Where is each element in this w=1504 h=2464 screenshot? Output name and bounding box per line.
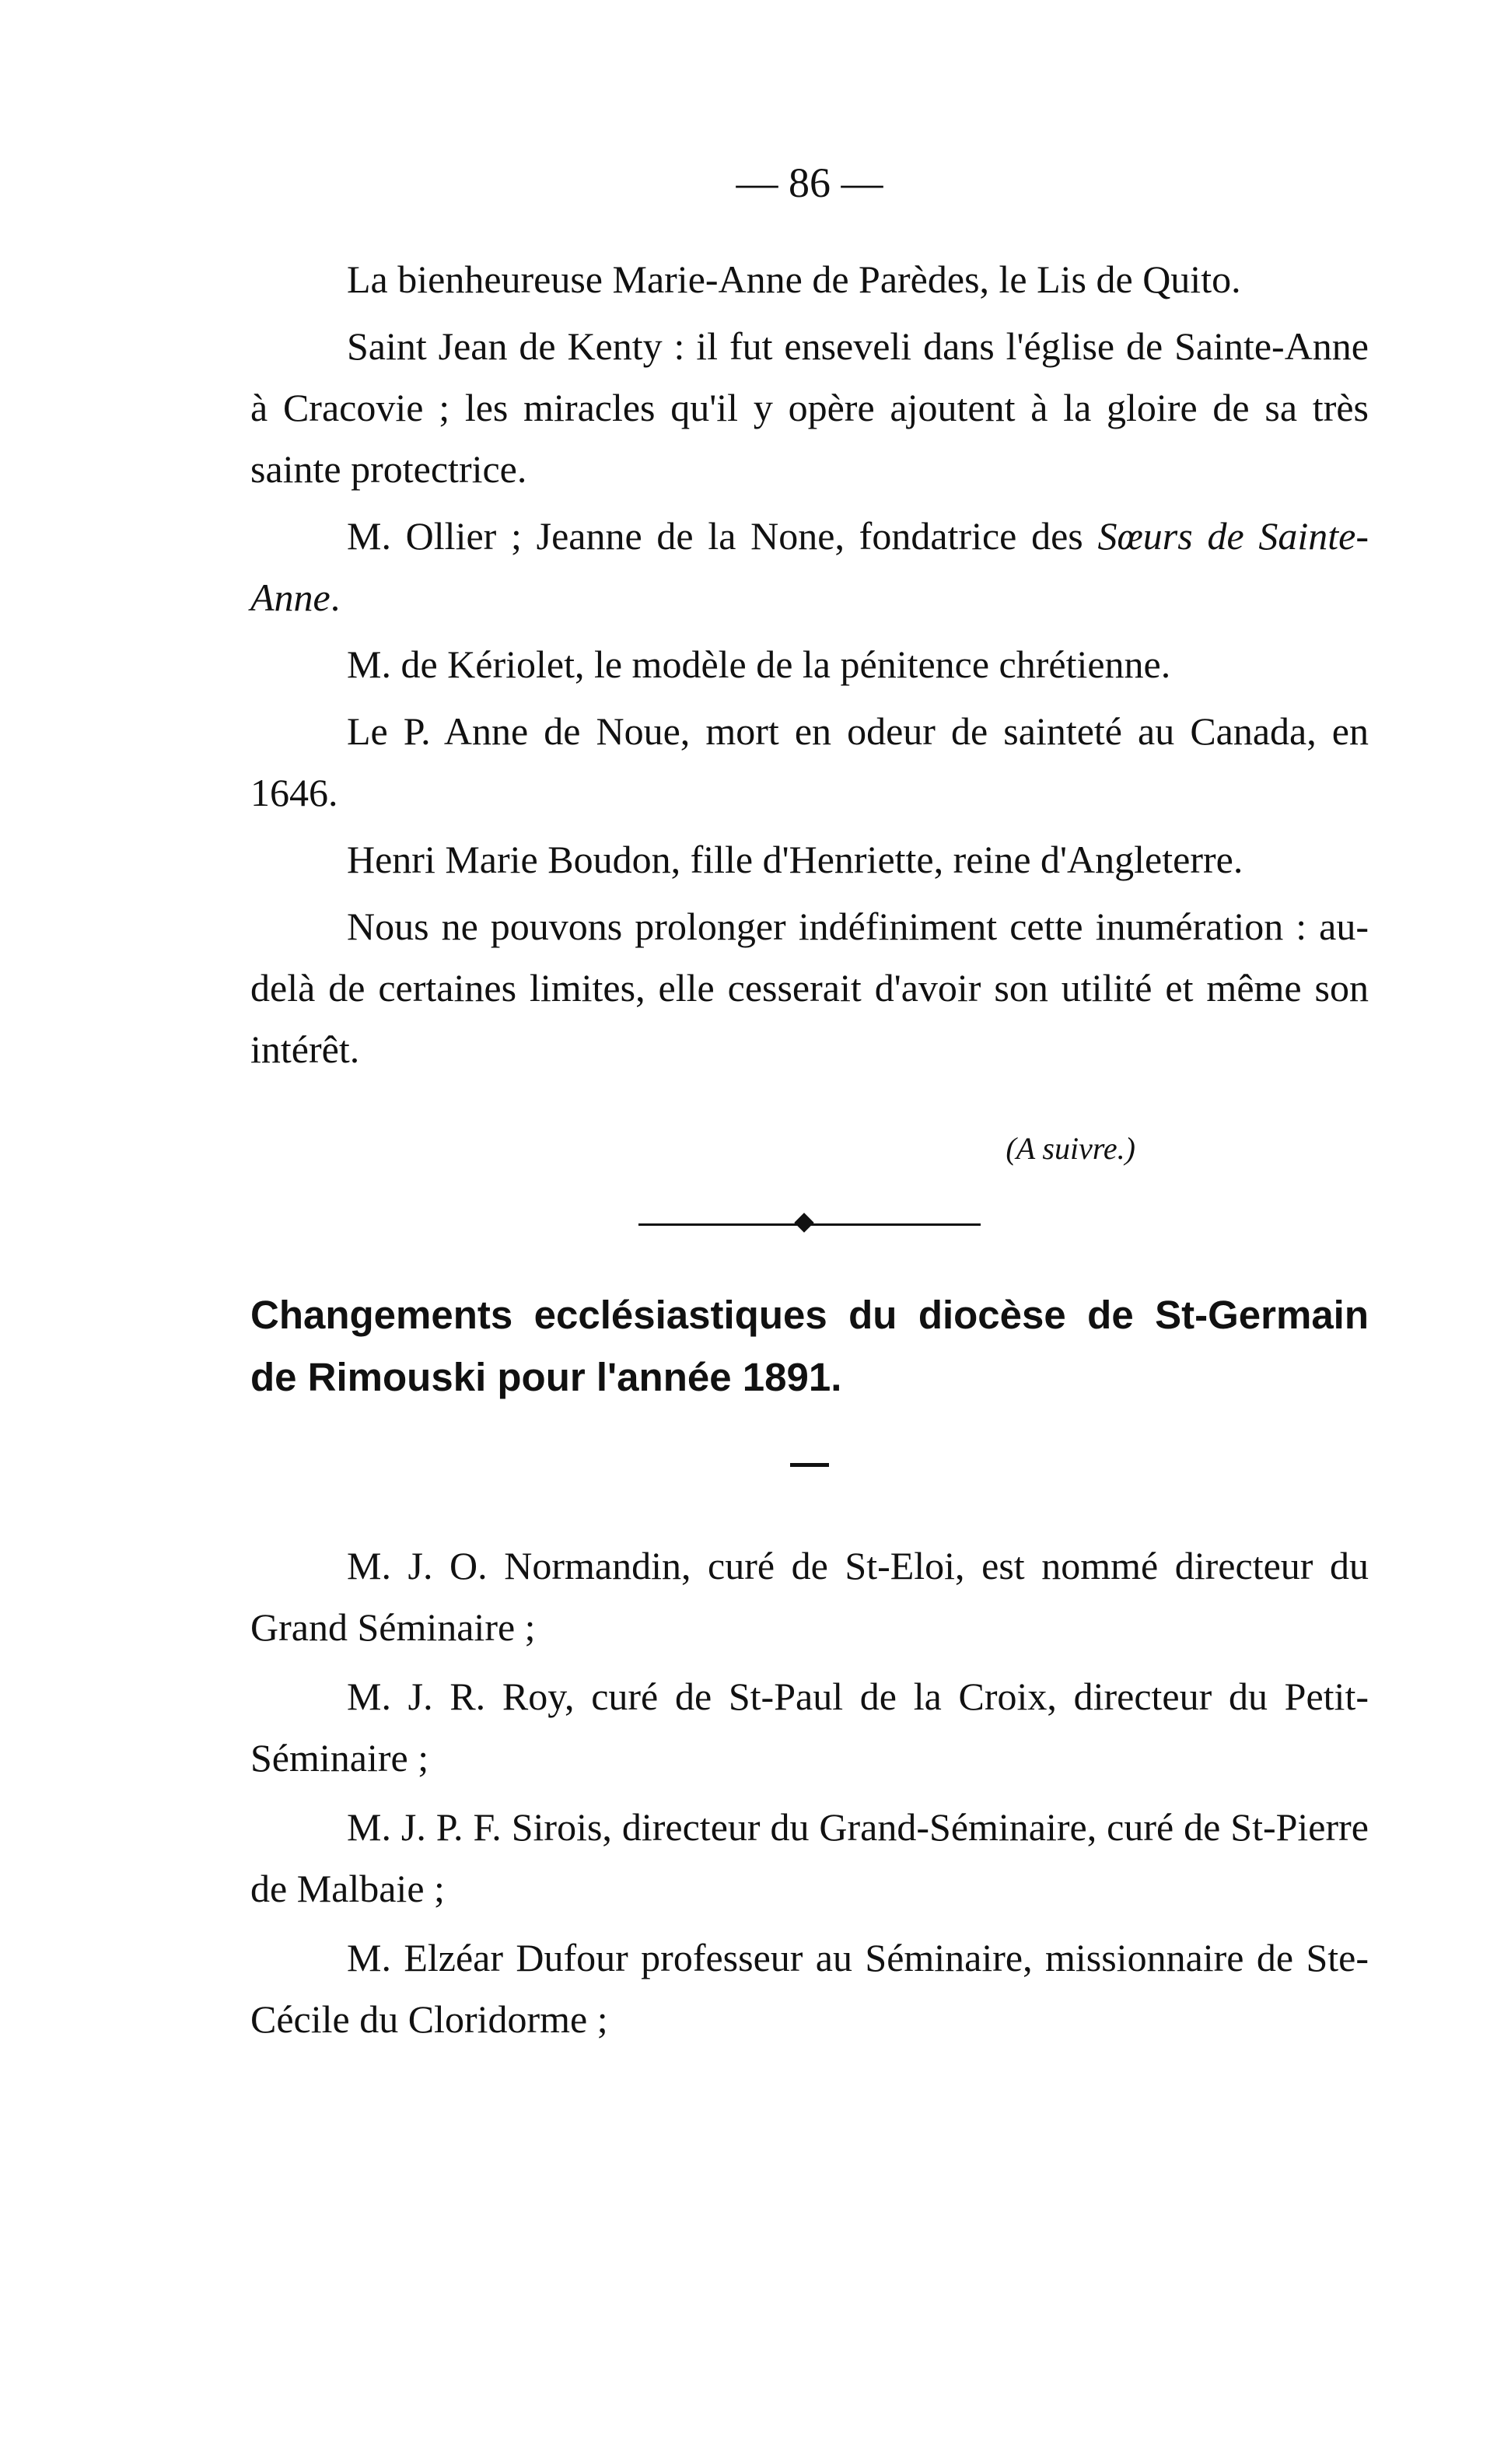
paragraph: Henri Marie Boudon, fille d'Henriette, reine d'Angleterre. xyxy=(347,838,1243,881)
paragraph: M. Elzéar Dufour professeur au Séminaire, missionnaire de Ste-Cécile du Cloridorme ; xyxy=(250,1936,1369,2041)
paragraph xyxy=(250,506,1369,628)
short-rule xyxy=(790,1463,829,1467)
to-follow-note: (A suivre.) xyxy=(1006,1131,1135,1166)
diamond-ornament-icon xyxy=(794,1213,813,1232)
paragraph: M. J. P. F. Sirois, directeur du Grand-Séminaire, curé de St-Pierre de Malbaie ; xyxy=(250,1805,1369,1910)
section-separator xyxy=(638,1213,981,1236)
paragraph: M. de Kériolet, le modèle de la pénitence chrétienne. xyxy=(347,642,1171,686)
appointments-list xyxy=(250,1535,1369,2050)
paragraph: Nous ne pouvons prolonger indéfiniment cette inumération : au-delà de certaines limites, elle cesserait d'avoir son utilité et même son intérêt. xyxy=(250,905,1369,1071)
list-of-saints xyxy=(250,249,1369,1080)
section-heading: Changements ecclésiastiques du diocèse de St-Germain de Rimouski pour l'année 1891. xyxy=(250,1293,1369,1399)
paragraph-text: M. Ollier ; Jeanne de la None, fondatrice des xyxy=(347,514,1098,558)
italic-title: Sœurs de Sainte-Anne xyxy=(250,514,1369,619)
paragraph-end: . xyxy=(330,576,341,619)
paragraph: M. J. R. Roy, curé de St-Paul de la Croix, directeur du Petit-Séminaire ; xyxy=(250,1675,1369,1780)
paragraph: La bienheureuse Marie-Anne de Parèdes, le Lis de Quito. xyxy=(347,257,1241,301)
paragraph: Saint Jean de Kenty : il fut enseveli dans l'église de Sainte-Anne à Cracovie ; les miracles qu'il y opère ajoutent à la gloire de sa très sainte protectrice. xyxy=(250,324,1369,491)
paragraph: Le P. Anne de Noue, mort en odeur de sainteté au Canada, en 1646. xyxy=(250,709,1369,814)
page-number: — 86 — xyxy=(736,159,883,206)
paragraph: M. J. O. Normandin, curé de St-Eloi, est nommé directeur du Grand Séminaire ; xyxy=(250,1544,1369,1649)
document-page xyxy=(250,156,1369,2058)
